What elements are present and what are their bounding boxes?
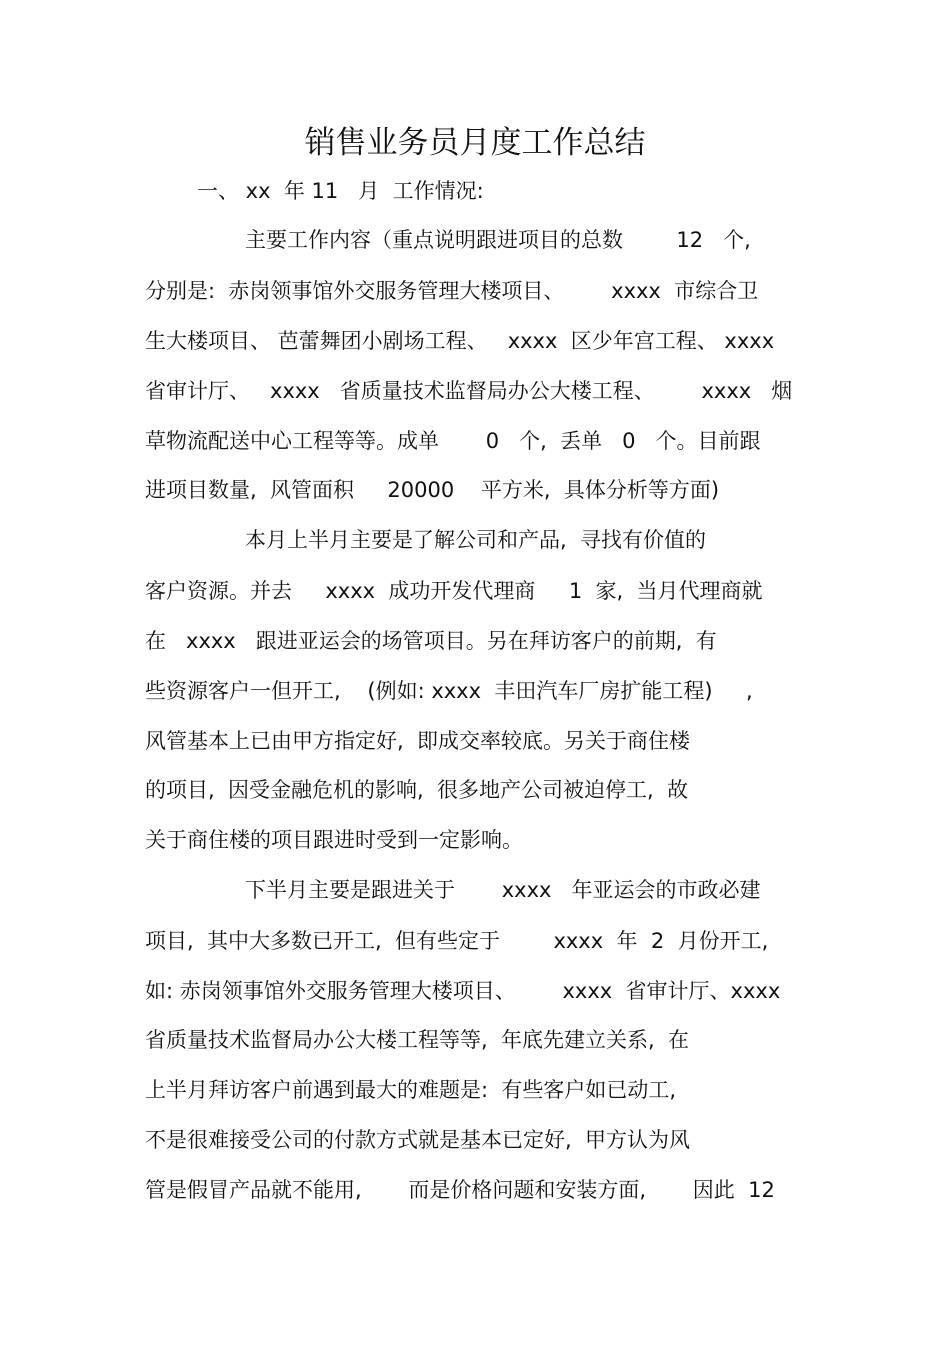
text-line: 管是假冒产品就不能用, 而是价格问题和安装方面, 因此 12 xyxy=(145,1178,775,1202)
text-line: 在 xxxx 跟进亚运会的场管项目。另在拜访客户的前期, 有 xyxy=(145,629,717,653)
text-line: 如: 赤岗领事馆外交服务管理大楼项目、 xxxx 省审计厅、xxxx xyxy=(145,979,781,1003)
text-line: 本月上半月主要是了解公司和产品, 寻找有价值的 xyxy=(245,528,707,552)
text-line: 进项目数量, 风管面积 20000 平方米, 具体分析等方面) xyxy=(145,478,720,502)
text-line: 风管基本上已由甲方指定好, 即成交率较底。另关于商住楼 xyxy=(145,729,691,753)
text-line: 分别是: 赤岗领事馆外交服务管理大楼项目、 xxxx 市综合卫 xyxy=(145,279,759,303)
text-line: 不是很难接受公司的付款方式就是基本已定好, 甲方认为风 xyxy=(145,1128,691,1152)
text-line: 主要工作内容（重点说明跟进项目的总数 12 个, xyxy=(245,228,751,252)
text-line: 客户资源。并去 xxxx 成功开发代理商 1 家, 当月代理商就 xyxy=(145,579,763,603)
text-line: 草物流配送中心工程等等。成单 0 个, 丢单 0 个。目前跟 xyxy=(145,429,761,453)
text-line: 项目, 其中大多数已开工, 但有些定于 xxxx 年 2 月份开工, xyxy=(145,929,769,953)
text-line: 上半月拜访客户前遇到最大的难题是: 有些客户如已动工, xyxy=(145,1078,677,1102)
document-title: 销售业务员月度工作总结 xyxy=(304,125,646,161)
text-line: 省审计厅、 xxxx 省质量技术监督局办公大楼工程、 xxxx 烟 xyxy=(145,379,793,403)
section-heading: 一、 xx 年 11 月 工作情况: xyxy=(197,179,484,203)
text-line: 些资源客户一但开工, (例如: xxxx 丰田汽车厂房扩能工程) , xyxy=(145,679,753,703)
text-line: 省质量技术监督局办公大楼工程等等, 年底先建立关系, 在 xyxy=(145,1028,690,1052)
text-line: 生大楼项目、 芭蕾舞团小剧场工程、 xxxx 区少年宫工程、 xxxx xyxy=(145,329,775,353)
text-line: 下半月主要是跟进关于 xxxx 年亚运会的市政必建 xyxy=(245,878,761,902)
text-line: 关于商住楼的项目跟进时受到一定影响。 xyxy=(145,828,523,852)
text-line: 的项目, 因受金融危机的影响, 很多地产公司被迫停工, 故 xyxy=(145,778,689,802)
